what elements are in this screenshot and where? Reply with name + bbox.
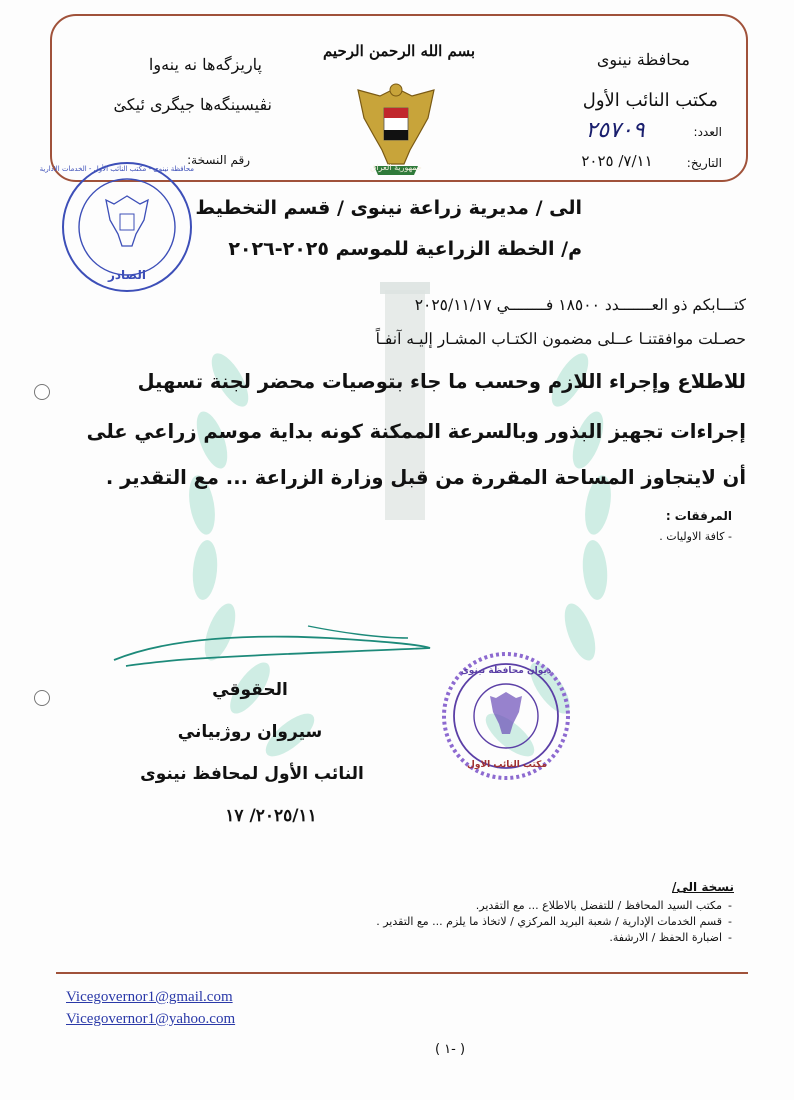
outgoing-stamp-ring-text: محافظة نينوى - مكتب النائب الأول - الخدمات الادارية bbox=[39, 165, 194, 173]
addressee: الى / مديرية زراعة نينوى / قسم التخطيط bbox=[195, 197, 582, 219]
attachments-label: المرفقات : bbox=[665, 509, 732, 523]
email-gmail-link[interactable]: Vicegovernor1@gmail.com bbox=[66, 989, 233, 1005]
email-yahoo-link[interactable]: Vicegovernor1@yahoo.com bbox=[66, 1011, 236, 1027]
copies-item-3: اضبارة الحفظ / الارشفة. bbox=[609, 931, 722, 944]
bismillah: بسم الله الرحمن الرحيم bbox=[322, 42, 476, 60]
footer-divider bbox=[56, 972, 748, 974]
attachments-item: - كافة الاوليات . bbox=[659, 530, 732, 543]
number-label: العدد: bbox=[693, 125, 722, 139]
kurdish-line-2: نڤیسینگەها جیگری ئیکێ bbox=[113, 95, 272, 114]
copies-dash-3: - bbox=[728, 931, 732, 944]
signer-name: سيروان روژبياني bbox=[177, 722, 323, 742]
copy-number-label: رقم النسخة: bbox=[187, 153, 250, 167]
body-line-1: كتـــابكم ذو العـــــــدد ١٨٥٠٠ فــــــــي ٢٠٢٥/١١/١٧ bbox=[414, 296, 746, 314]
governorate-name: محافظة نينوى bbox=[596, 50, 690, 69]
office-name: مكتب النائب الأول bbox=[582, 90, 718, 111]
page-number: ( -١ ) bbox=[434, 1042, 466, 1057]
signer-position: النائب الأول لمحافظ نينوى bbox=[140, 764, 364, 784]
emblem-caption: جمهورية العراق bbox=[370, 163, 422, 172]
signature-scribble bbox=[108, 608, 438, 680]
body-line-5: أن لايتجاوز المساحة المقررة من قبل وزارة الزراعة ... مع التقدير . bbox=[105, 466, 746, 489]
signer-title: الحقوقي bbox=[212, 680, 288, 700]
copies-item-1: مكتب السيد المحافظ / للتفضل بالاطلاع ... مع التقدير. bbox=[475, 899, 722, 912]
body-line-2: حصـلت موافقتنـا عــلى مضمون الكتـاب المشـار إليـه آنفـاً bbox=[375, 330, 746, 348]
signature-date: ٢٠٢٥/١١/ ١٧ bbox=[225, 806, 317, 826]
copies-dash-2: - bbox=[728, 915, 732, 928]
date-label: التاريخ: bbox=[686, 156, 722, 170]
emblem-text bbox=[362, 44, 363, 45]
subject: م/ الخطة الزراعية للموسم ٢٠٢٥-٢٠٢٦ bbox=[228, 238, 582, 260]
outgoing-stamp-label: الصادر bbox=[107, 268, 146, 282]
copies-label: نسخة الى/ bbox=[672, 880, 734, 894]
number-value: ٢٥٧٠٩ bbox=[585, 118, 645, 143]
punch-hole-top bbox=[34, 384, 50, 400]
copies-dash-1: - bbox=[728, 899, 732, 912]
date-value: ٧/١١/ ٢٠٢٥ bbox=[581, 152, 653, 170]
copies-item-2: قسم الخدمات الإدارية / شعبة البريد المركزي / لاتخاذ ما يلزم ... مع التقدير . bbox=[376, 915, 722, 928]
punch-hole-bottom bbox=[34, 690, 50, 706]
body-line-3: للاطلاع وإجراء اللازم وحسب ما جاء بتوصيات محضر لجنة تسهيل bbox=[137, 370, 746, 393]
body-line-4: إجراءات تجهيز البذور وبالسرعة الممكنة كونه بداية موسم زراعي على bbox=[86, 420, 746, 443]
kurdish-line-1: پاریزگەها نە ینەوا bbox=[148, 55, 262, 74]
office-stamp-center-text: مكتب النائب الاول bbox=[467, 760, 547, 770]
office-stamp-ring-text: ديوان محافظة نينوى bbox=[460, 666, 552, 676]
